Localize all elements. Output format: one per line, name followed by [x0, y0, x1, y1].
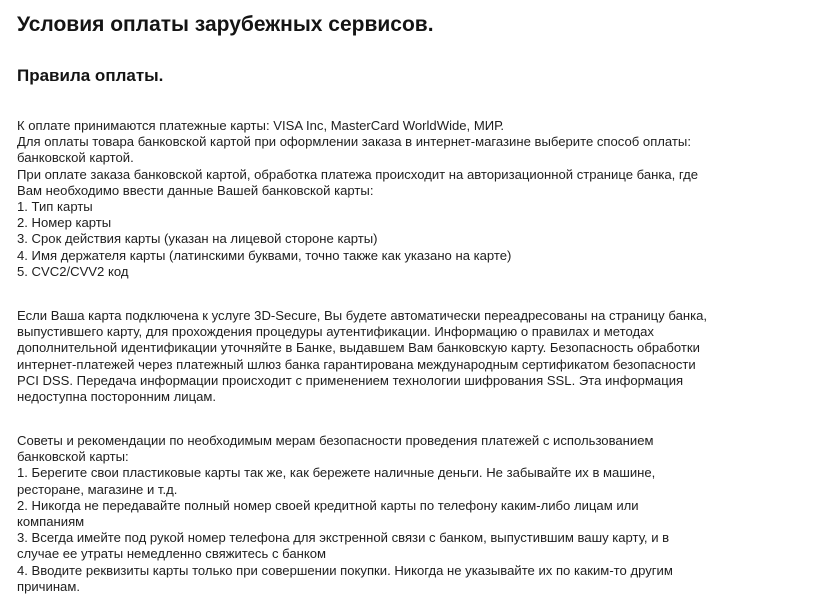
payment-rules-paragraph: [17, 118, 817, 280]
text-line: банковской карты:: [17, 449, 129, 465]
safety-tips-paragraph: [17, 433, 817, 595]
list-item: компаниям: [17, 513, 85, 529]
text-line: При оплате заказа банковской картой, обработка платежа происходит на авторизационной странице банка, где: [17, 166, 699, 182]
text-line: Советы и рекомендации по необходимым мерам безопасности проведения платежей с использованием: [17, 433, 654, 448]
text-line: Если Ваша карта подключена к услуге 3D-Secure, Вы будете автоматически переадресованы на страницу банка,: [17, 308, 708, 323]
list-item: 2. Номер карты: [17, 215, 112, 231]
list-item: 1. Тип карты: [17, 198, 93, 214]
list-item: 5. CVC2/CVV2 код: [17, 263, 129, 279]
section-title: Правила оплаты.: [17, 66, 164, 85]
text-line: PCI DSS. Передача информации происходит с применением технологии шифрования SSL. Эта информация: [17, 372, 684, 388]
list-item: 4. Вводите реквизиты карты только при совершении покупки. Никогда не указывайте их по каким-то другим: [17, 562, 673, 578]
list-item: 3. Всегда имейте под рукой номер телефона для экстренной связи с банком, выпустившим вашу карту, и в: [17, 530, 670, 546]
list-item: 2. Никогда не передавайте полный номер своей кредитной карты по телефону каким-либо лицам или: [17, 497, 639, 513]
list-item: случае ее утраты немедленно свяжитесь с банком: [17, 546, 326, 562]
text-line: банковской картой.: [17, 150, 134, 166]
list-item: 1. Берегите свои пластиковые карты так же, как бережете наличные деньги. Не забывайте их в машине,: [17, 465, 656, 481]
security-paragraph: [17, 308, 817, 405]
text-line: интернет-платежей через платежный шлюз банка гарантирована международным сертификатом безопасности: [17, 356, 696, 372]
text-line: Вам необходимо ввести данные Вашей банковской карты:: [17, 182, 374, 198]
text-line: Для оплаты товара банковской картой при оформлении заказа в интернет-магазине выберите способ оплаты:: [17, 134, 691, 150]
text-line: К оплате принимаются платежные карты: VISA Inc, MasterCard WorldWide, МИР.: [17, 118, 505, 133]
list-item: ресторане, магазине и т.д.: [17, 481, 178, 497]
list-item: 4. Имя держателя карты (латинскими буквами, точно также как указано на карте): [17, 247, 512, 263]
text-line: недоступна посторонним лицам.: [17, 388, 217, 404]
text-line: выпустившего карту, для прохождения процедуры аутентификации. Информацию о правилах и методах: [17, 324, 654, 340]
text-line: дополнительной идентификации уточняйте в Банке, выдавшем Вам банковскую карту. Безопасность обработки: [17, 340, 700, 356]
page-title: Условия оплаты зарубежных сервисов.: [17, 13, 434, 36]
list-item: 3. Срок действия карты (указан на лицевой стороне карты): [17, 231, 378, 247]
list-item: причинам.: [17, 578, 80, 594]
